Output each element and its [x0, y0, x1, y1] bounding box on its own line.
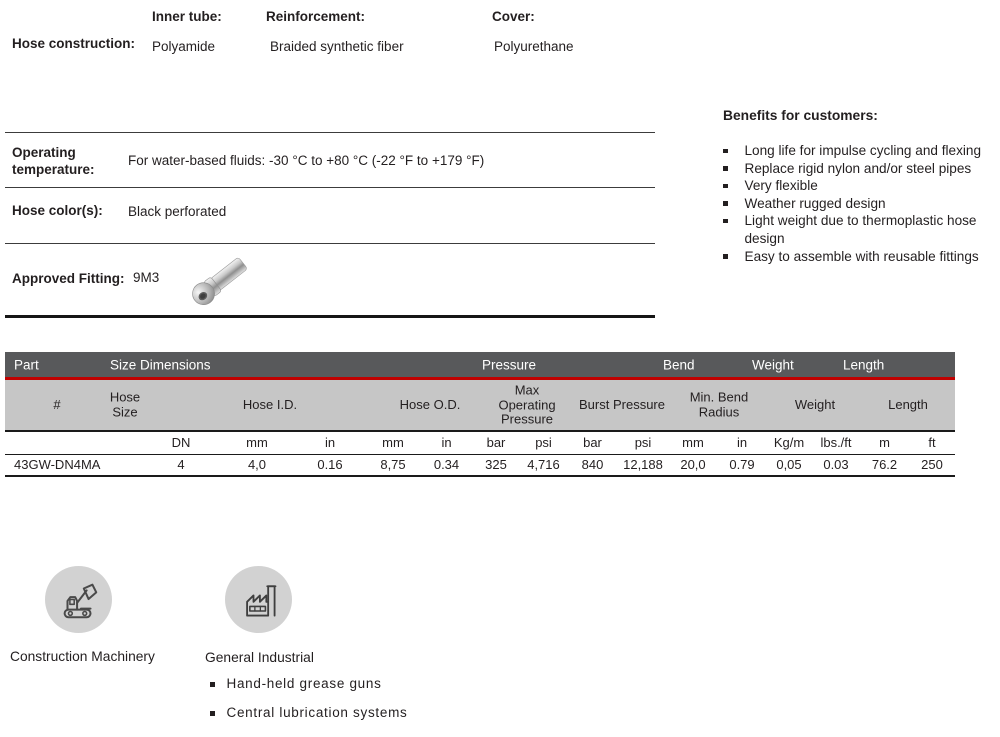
data-cell: 325	[472, 454, 520, 476]
data-cell: 4,716	[520, 454, 567, 476]
unit-cell: Kg/m	[766, 431, 812, 454]
bullet-square-icon	[210, 711, 215, 716]
benefit-item	[723, 195, 997, 213]
unit-cell: mm	[668, 431, 718, 454]
bullet-square-icon	[210, 682, 215, 687]
benefit-text: Long life for impulse cycling and flexing	[744, 143, 982, 158]
unit-cell: in	[421, 431, 472, 454]
unit-cell: lbs./ft	[812, 431, 860, 454]
sub-header-length: Length	[888, 396, 928, 412]
application-text: Central lubrication systems	[226, 705, 408, 720]
sub-header-weight: Weight	[794, 396, 836, 412]
bullet-square-icon	[723, 254, 728, 259]
unit-cell: psi	[520, 431, 567, 454]
data-cell: 4	[143, 454, 219, 476]
benefit-item	[723, 160, 997, 178]
benefits-list	[723, 142, 997, 265]
table-row	[5, 454, 955, 476]
unit-cell: mm	[365, 431, 421, 454]
benefit-item	[723, 248, 997, 266]
units-row	[5, 431, 955, 454]
unit-cell: DN	[143, 431, 219, 454]
part-number-cell: 43GW-DN4MA	[5, 454, 143, 476]
general-industrial-label: General Industrial	[205, 650, 314, 665]
data-cell: 0,05	[766, 454, 812, 476]
sub-header-hose-size: Hose Size	[109, 389, 141, 419]
table-sub-header-row	[5, 380, 955, 430]
unit-cell: psi	[618, 431, 668, 454]
sub-header-hose-id: Hose I.D.	[242, 396, 298, 412]
unit-cell	[5, 431, 143, 454]
approved-fitting-label: Approved Fitting:	[12, 271, 125, 286]
general-industrial-badge	[225, 566, 292, 633]
data-cell: 0.16	[295, 454, 365, 476]
operating-temperature-label: Operating temperature:	[12, 145, 95, 177]
data-cell: 76.2	[860, 454, 909, 476]
divider	[5, 132, 655, 133]
sub-header-number: #	[53, 396, 61, 412]
benefit-text: Weather rugged design	[744, 195, 886, 211]
data-cell: 12,188	[618, 454, 668, 476]
unit-cell: bar	[567, 431, 618, 454]
cover-header: Cover:	[492, 9, 535, 24]
sub-header-max-operating-pressure: Max Operating Pressure	[498, 382, 556, 427]
sub-header-hose-od: Hose O.D.	[399, 396, 461, 412]
benefit-text: Light weight due to thermoplastic hose design	[744, 213, 977, 246]
bullet-square-icon	[723, 149, 728, 154]
cover-value: Polyurethane	[494, 39, 574, 54]
benefit-item	[723, 142, 997, 160]
data-cell: 0.03	[812, 454, 860, 476]
data-cell: 8,75	[365, 454, 421, 476]
data-cell: 0.79	[718, 454, 766, 476]
group-header-weight: Weight	[752, 357, 794, 372]
divider	[5, 243, 655, 244]
application-text: Hand-held grease guns	[226, 676, 382, 691]
group-header-part: Part	[14, 357, 39, 372]
hose-colors-label: Hose color(s):	[12, 203, 103, 218]
fitting-image	[189, 249, 259, 311]
benefit-item	[723, 212, 997, 247]
bullet-square-icon	[723, 166, 728, 171]
benefit-text: Replace rigid nylon and/or steel pipes	[744, 160, 972, 176]
unit-cell: in	[295, 431, 365, 454]
excavator-icon	[56, 577, 102, 623]
hose-colors-value: Black perforated	[128, 204, 227, 219]
sub-header-min-bend-radius: Min. Bend Radius	[689, 389, 749, 419]
application-item	[210, 676, 407, 691]
table-group-header-row	[5, 352, 955, 380]
group-header-size-dimensions: Size Dimensions	[110, 357, 211, 372]
unit-cell: mm	[219, 431, 295, 454]
data-cell: 0.34	[421, 454, 472, 476]
unit-cell: in	[718, 431, 766, 454]
factory-icon	[237, 578, 281, 622]
approved-fitting-value: 9M3	[133, 270, 160, 285]
construction-machinery-label: Construction Machinery	[10, 649, 155, 664]
group-header-bend: Bend	[663, 357, 695, 372]
unit-cell: ft	[909, 431, 955, 454]
ball-end-fitting-icon	[189, 249, 259, 311]
inner-tube-value: Polyamide	[152, 39, 216, 54]
application-item	[210, 705, 407, 720]
bullet-square-icon	[723, 201, 728, 206]
construction-machinery-badge	[45, 566, 112, 633]
hose-construction-label: Hose construction:	[12, 36, 136, 51]
units-and-data-table	[5, 430, 955, 477]
divider	[5, 187, 655, 188]
unit-cell: m	[860, 431, 909, 454]
benefits-title: Benefits for customers:	[723, 108, 878, 123]
unit-cell: bar	[472, 431, 520, 454]
reinforcement-value: Braided synthetic fiber	[270, 39, 404, 54]
spec-table	[5, 352, 955, 477]
bullet-square-icon	[723, 219, 728, 224]
sub-header-burst-pressure: Burst Pressure	[579, 396, 665, 412]
data-cell: 20,0	[668, 454, 718, 476]
data-cell: 4,0	[219, 454, 295, 476]
benefit-item	[723, 177, 997, 195]
bullet-square-icon	[723, 184, 728, 189]
group-header-length: Length	[843, 357, 885, 372]
data-cell: 840	[567, 454, 618, 476]
data-cell: 250	[909, 454, 955, 476]
divider-thick	[5, 315, 655, 318]
group-header-pressure: Pressure	[482, 357, 537, 372]
operating-temperature-value: For water-based fluids: -30 °C to +80 °C (-22 °F to +179 °F)	[128, 153, 485, 168]
benefit-text: Easy to assemble with reusable fittings	[744, 248, 979, 264]
benefit-text: Very flexible	[744, 178, 818, 194]
reinforcement-header: Reinforcement:	[266, 9, 366, 24]
inner-tube-header: Inner tube:	[152, 9, 222, 24]
general-industrial-applications-list	[210, 676, 407, 734]
